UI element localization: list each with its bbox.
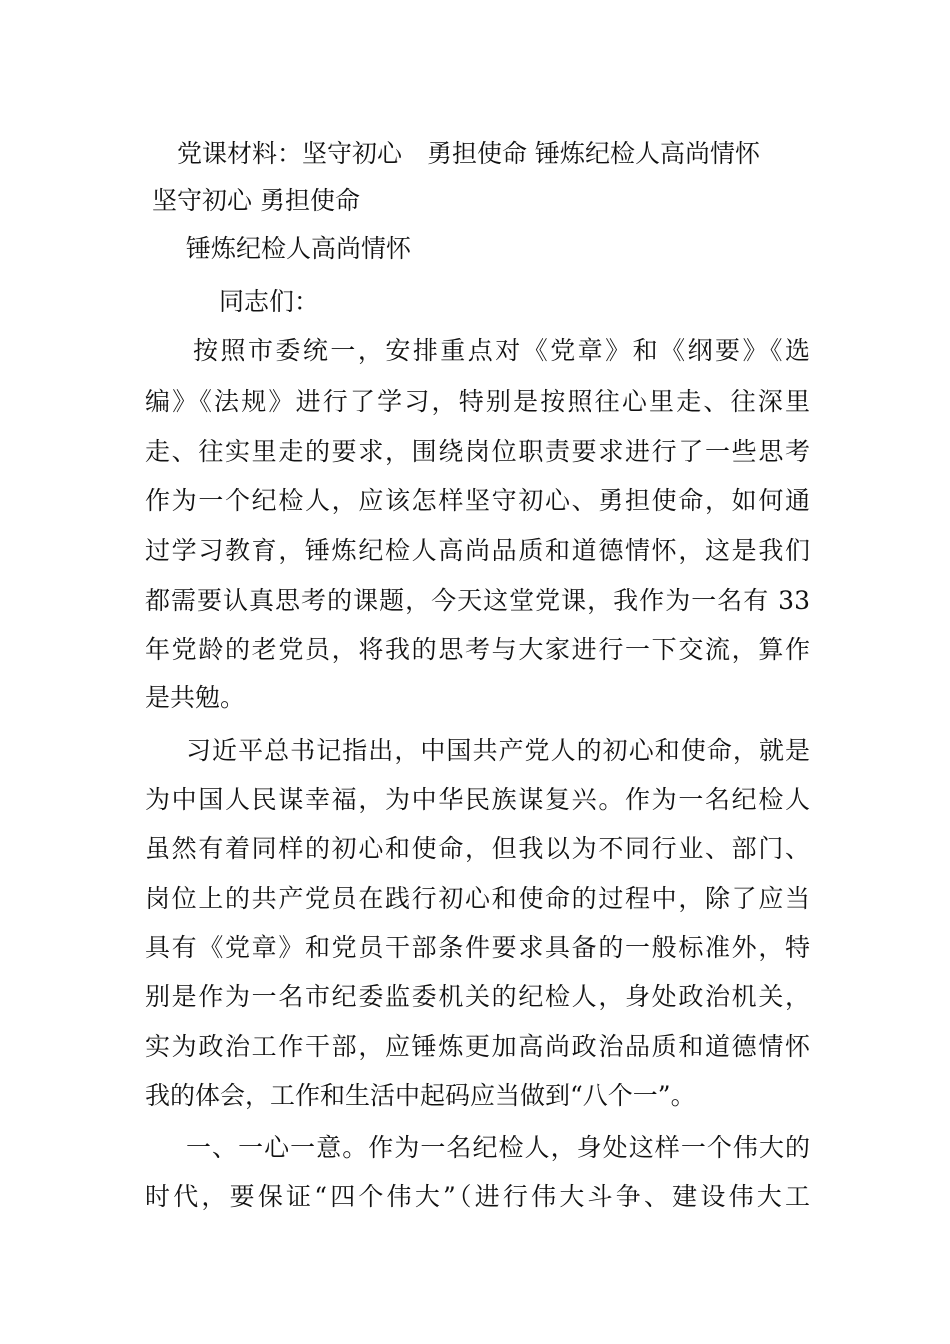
paragraph-2-line-2: 为中国人民谋幸福，为中华民族谋复兴。作为一名纪检人 (145, 785, 810, 814)
document-title: 党课材料：坚守初心 勇担使命 锤炼纪检人高尚情怀 (177, 139, 760, 168)
paragraph-3-line-1: 一、一心一意。作为一名纪检人，身处这样一个伟大的 (186, 1133, 810, 1162)
paragraph-1-line-4: 作为一个纪检人，应该怎样坚守初心、勇担使命，如何通 (145, 486, 810, 515)
paragraph-1-line-7: 年党龄的老党员，将我的思考与大家进行一下交流，算作 (145, 635, 810, 664)
paragraph-1-line-3: 走、往实里走的要求，围绕岗位职责要求进行了一些思考 (145, 437, 810, 466)
paragraph-2-line-7: 实为政治工作干部，应锤炼更加高尚政治品质和道德情怀 (145, 1032, 810, 1061)
document-subtitle-line-2: 锤炼纪检人高尚情怀 (186, 234, 412, 263)
paragraph-1-line-2: 编》《法规》进行了学习，特别是按照往心里走、往深里 (145, 387, 810, 416)
paragraph-2-line-1: 习近平总书记指出，中国共产党人的初心和使命，就是 (186, 736, 810, 765)
paragraph-3-line-2: 时代，要保证“四个伟大”（进行伟大斗争、建设伟大工 (145, 1182, 810, 1211)
paragraph-2-line-3: 虽然有着同样的初心和使命，但我以为不同行业、部门、 (145, 834, 810, 863)
paragraph-2-line-5: 具有《党章》和党员干部条件要求具备的一般标准外，特 (145, 933, 810, 962)
paragraph-1-line-1: 按照市委统一，安排重点对《党章》和《纲要》《选 (193, 336, 810, 365)
paragraph-2-line-6: 别是作为一名市纪委监委机关的纪检人，身处政治机关， (145, 982, 810, 1011)
paragraph-2-line-8: 我的体会，工作和生活中起码应当做到“八个一”。 (145, 1081, 696, 1110)
paragraph-1-line-5: 过学习教育，锤炼纪检人高尚品质和道德情怀，这是我们 (145, 536, 810, 565)
document-subtitle-line-1: 坚守初心 勇担使命 (152, 186, 360, 215)
paragraph-2-line-4: 岗位上的共产党员在践行初心和使命的过程中，除了应当 (145, 884, 810, 913)
paragraph-1-line-6: 都需要认真思考的课题，今天这堂党课，我作为一名有 33 (145, 586, 810, 615)
paragraph-1-line-8: 是共勉。 (145, 683, 246, 712)
salutation: 同志们： (219, 287, 320, 316)
